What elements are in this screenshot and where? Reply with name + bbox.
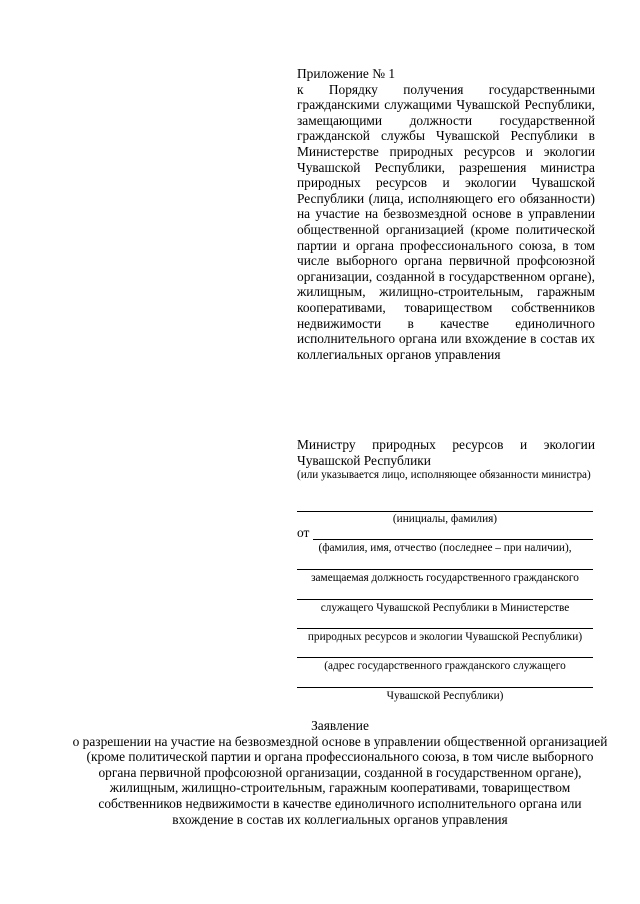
position-line-2[interactable]	[297, 599, 593, 600]
address-line-1[interactable]	[297, 657, 593, 658]
position-line-1[interactable]	[297, 569, 593, 570]
position-caption-3: природных ресурсов и экологии Чувашской Республики)	[307, 631, 583, 643]
position-caption-2: служащего Чувашской Республики в Министерстве	[320, 602, 570, 614]
position-caption-1: замещаемая должность государственного гражданского	[311, 572, 579, 584]
address-line-2[interactable]	[297, 687, 593, 688]
from-label: от	[297, 525, 310, 540]
appendix-body: к Порядку получения государственными гражданскими служащими Чувашской Республики, замещающими должности государственной гражданской службы Чувашской Республики в Министерстве природных ресурсов и экологии Чувашской Республики, разрешения министра природных ресурсов и экологии Чувашской Республики (лица, исполняющего его обязанности) на участие на безвозмездной основе в управлении общественной организацией (кроме политической партии и органа профессионального союза, в том числе выборного органа первичной профсоюзной организации, созданной в государственном органе), жилищным, жилищно-строительным, гаражным кооперативами, товариществом собственников недвижимости в качестве единоличного исполнительного органа или вхождение в состав их коллегиальных органов управления	[297, 81, 595, 362]
addressee-note: (или указывается лицо, исполняющее обязанности министра)	[297, 469, 591, 482]
appendix-header	[297, 66, 595, 362]
fio-caption: (фамилия, имя, отчество (последнее – при наличии),	[318, 542, 572, 554]
addressee: Министру природных ресурсов и экологии Чувашской Республики	[297, 437, 595, 468]
initials-caption: (инициалы, фамилия)	[392, 513, 498, 525]
initials-line[interactable]	[297, 511, 593, 512]
address-caption-2: Чувашской Республики)	[386, 690, 504, 702]
statement-title: Заявление	[311, 718, 369, 733]
statement-block	[70, 718, 610, 827]
fio-line[interactable]	[313, 539, 593, 540]
recipient-block	[297, 437, 595, 483]
position-line-3[interactable]	[297, 628, 593, 629]
appendix-title: Приложение № 1	[297, 66, 396, 81]
statement-subtitle: о разрешении на участие на безвозмездной основе в управлении общественной организацией (кроме политической партии и органа профессионального союза, в том числе выборного органа первичной профсоюзной организации, созданной в государственном органе), жилищным, жилищно-строительным, гаражным кооперативами, товариществом собственников недвижимости в качестве единоличного исполнительного органа или вхождение в состав их коллегиальных органов управления	[72, 733, 608, 827]
address-caption-1: (адрес государственного гражданского служащего	[324, 660, 566, 672]
